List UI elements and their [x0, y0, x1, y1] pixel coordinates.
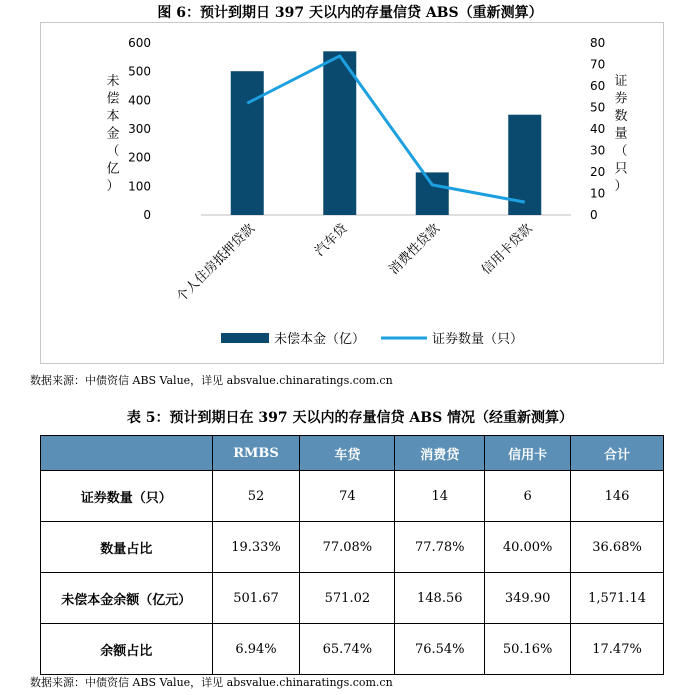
x-tick-label: 个人住房抵押贷款 — [173, 221, 259, 306]
table-cell: 17.47% — [571, 624, 664, 675]
table-cell: 571.02 — [300, 573, 395, 624]
y2-tick-label: 80 — [590, 36, 606, 50]
bar — [416, 172, 449, 215]
y-tick-label: 400 — [128, 93, 151, 108]
table-cell: 77.08% — [300, 522, 395, 573]
header-cell-consumer: 消费贷 — [395, 436, 485, 471]
y2-tick-label: 30 — [590, 143, 606, 158]
table-cell: 76.54% — [395, 624, 485, 675]
header-cell-credit-card: 信用卡 — [485, 436, 571, 471]
table-cell: 19.33% — [212, 522, 300, 573]
header-cell-total: 合计 — [571, 436, 664, 471]
legend-line-label: 证券数量（只） — [432, 332, 524, 347]
y-tick-label: 200 — [128, 150, 151, 165]
table-cell: 148.56 — [395, 573, 485, 624]
header-cell-auto: 车贷 — [300, 436, 395, 471]
table-header-row — [41, 436, 664, 471]
table-cell: 74 — [300, 471, 395, 522]
y2-tick-label: 0 — [590, 208, 598, 222]
table-cell: 6.94% — [212, 624, 300, 675]
bar — [323, 51, 356, 215]
x-tick-label: 消费性贷款 — [386, 221, 444, 278]
table-row — [41, 573, 664, 624]
row-label: 数量占比 — [41, 522, 213, 573]
table-row — [41, 624, 664, 675]
y-tick-label: 500 — [128, 64, 151, 79]
y2-tick-label: 50 — [590, 100, 606, 115]
y-tick-label: 600 — [128, 36, 151, 50]
figure-source: 数据来源：中债资信 ABS Value，详见 absvalue.chinaratings.com.cn — [30, 374, 393, 387]
y2-tick-label: 70 — [590, 57, 606, 72]
line-series — [247, 56, 525, 202]
table-row — [41, 522, 664, 573]
y2-tick-label: 10 — [590, 186, 606, 201]
table-cell: 65.74% — [300, 624, 395, 675]
table-cell: 501.67 — [212, 573, 300, 624]
table-cell: 50.16% — [485, 624, 571, 675]
y-axis-title: 未偿本金（亿） — [106, 74, 120, 194]
row-label: 余额占比 — [41, 624, 213, 675]
chart-container — [40, 22, 664, 364]
table-cell: 146 — [571, 471, 664, 522]
x-tick-label: 汽车贷 — [312, 221, 351, 260]
figure-title: 图 6：预计到期日 397 天以内的存量信贷 ABS（重新测算） — [157, 5, 543, 21]
table-cell: 77.78% — [395, 522, 485, 573]
table-cell: 14 — [395, 471, 485, 522]
table-title: 表 5：预计到期日在 397 天以内的存量信贷 ABS 情况（经重新测算） — [126, 410, 574, 426]
chart-svg — [41, 23, 665, 365]
y2-tick-label: 20 — [590, 165, 606, 179]
y2-tick-label: 40 — [590, 122, 606, 136]
table-cell: 349.90 — [485, 573, 571, 624]
table-cell: 40.00% — [485, 522, 571, 573]
legend-bar-swatch — [221, 333, 269, 343]
table-cell: 6 — [485, 471, 571, 522]
y-tick-label: 300 — [128, 122, 151, 136]
x-tick-label: 信用卡贷款 — [478, 221, 536, 278]
header-cell-corner — [41, 436, 213, 471]
header-cell-rmbs: RMBS — [212, 436, 300, 471]
table-cell: 36.68% — [571, 522, 664, 573]
row-label: 未偿本金余额（亿元） — [41, 573, 213, 624]
y-tick-label: 100 — [128, 179, 151, 194]
y2-axis-title: 证券数量（只） — [614, 74, 628, 194]
row-label: 证券数量（只） — [41, 471, 213, 522]
table-source: 数据来源：中债资信 ABS Value，详见 absvalue.chinaratings.com.cn — [30, 676, 393, 689]
y-tick-label: 0 — [143, 208, 151, 222]
table-cell: 1,571.14 — [571, 573, 664, 624]
data-table — [40, 435, 664, 675]
table-cell: 52 — [212, 471, 300, 522]
bar — [231, 71, 264, 215]
y2-tick-label: 60 — [590, 79, 606, 93]
table-row — [41, 471, 664, 522]
legend-bar-label: 未偿本金（亿） — [274, 332, 366, 347]
